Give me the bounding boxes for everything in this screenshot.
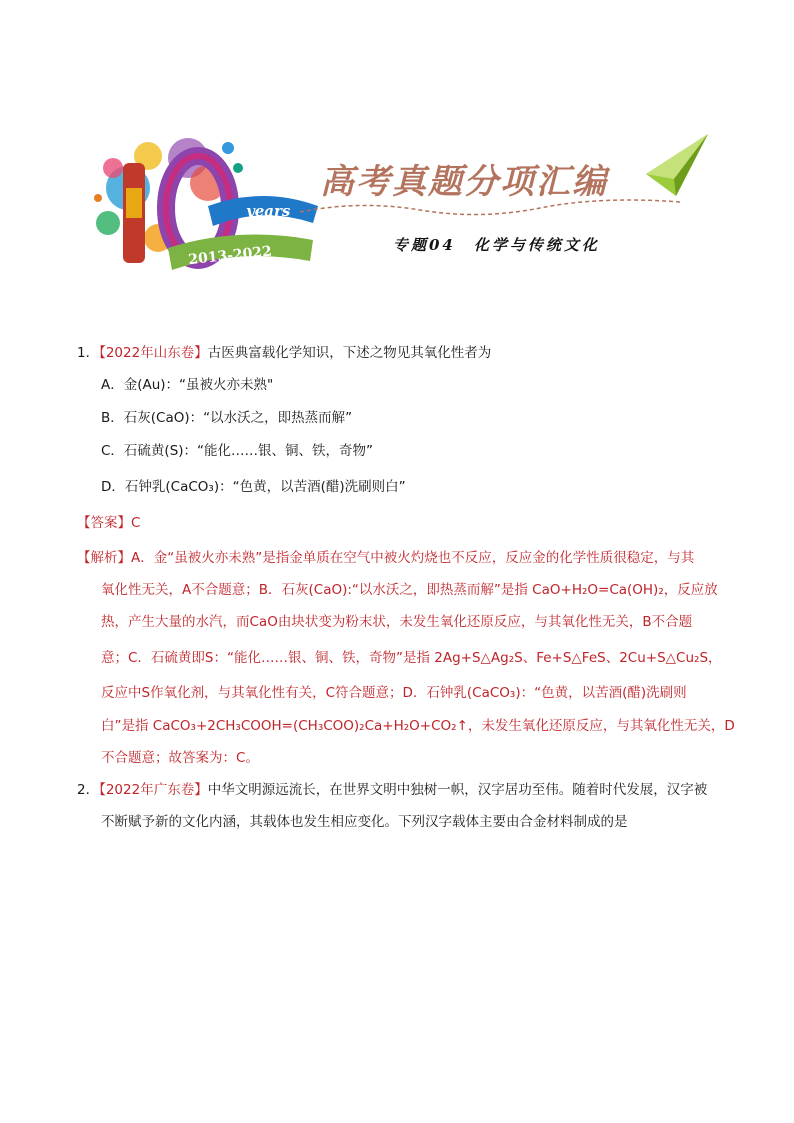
question-2-stem: [77, 780, 707, 800]
answer-line: [77, 513, 140, 533]
analysis-line-2: 氧化性无关，A不合题意；B．石灰(CaO):“以水沃之，即热蒸而解”是指 CaO+H₂O=Ca(OH)₂，反应放: [101, 582, 718, 598]
analysis-line-1: [77, 548, 694, 568]
option-b: B．石灰(CaO)：“以水沃之，即热蒸而解”: [101, 410, 353, 426]
analysis-line-3: 热，产生大量的水汽，而CaO由块状变为粉末状，未发生氧化还原反应，与其氧化性无关，B不合题: [101, 614, 693, 630]
question-number: 2．: [77, 782, 100, 798]
logo-range-text: 2013-2022: [187, 243, 273, 269]
analysis-text: A．金“虽被火亦未熟”是指金单质在空气中被火灼烧也不反应，反应金的化学性质很稳定，与其: [131, 550, 695, 566]
header-banner: [88, 128, 708, 278]
analysis-line-7: 不合题意；故答案为：C。: [101, 750, 259, 766]
dashed-decoration: [300, 198, 680, 220]
banner-title: 高考真题分项汇编: [320, 162, 608, 202]
analysis-line-6: 白”是指 CaCO₃+2CH₃COOH=(CH₃COO)₂Ca+H₂O+CO₂↑，未发生氧化还原反应，与其氧化性无关，D: [101, 718, 735, 734]
option-c: C．石硫黄(S)：“能化……银、铜、铁，奇物”: [101, 443, 374, 459]
question-source: 【2022年山东卷】: [99, 345, 208, 361]
question-text: 古医典富载化学知识，下述之物见其氧化性者为: [207, 345, 492, 361]
question-text: 中华文明源远流长，在世界文明中独树一帜，汉字居功至伟。随着时代发展，汉字被: [207, 782, 708, 798]
answer-label: 【答案】: [77, 515, 131, 531]
option-d: D．石钟乳(CaCO₃)：“色黄，以苦酒(醋)洗刷则白”: [101, 479, 406, 495]
question-2-stem-line-2: 不断赋予新的文化内涵，其载体也发生相应变化。下列汉字载体主要由合金材料制成的是: [101, 814, 628, 830]
banner-subtitle: 专题04 化学与传统文化: [393, 236, 600, 254]
question-number: 1．: [77, 345, 100, 361]
option-a: A．金(Au)：“虽被火亦未熟": [101, 377, 274, 393]
logo-years-text: years: [246, 202, 291, 220]
analysis-label: 【解析】: [77, 550, 131, 566]
analysis-line-5: 反应中S作氧化剂，与其氧化性有关，C符合题意；D．石钟乳(CaCO₃)：“色黄，以苦酒(醋)洗刷则: [101, 685, 687, 701]
question-1-stem: [77, 343, 491, 363]
answer-value: C: [131, 515, 141, 531]
question-source: 【2022年广东卷】: [99, 782, 208, 798]
analysis-line-4: 意；C．石硫黄即S：“能化……银、铜、铁，奇物”是指 2Ag+S△Ag₂S、Fe+S△FeS、2Cu+S△Cu₂S，: [101, 650, 722, 666]
paper-plane-icon: [646, 134, 708, 196]
